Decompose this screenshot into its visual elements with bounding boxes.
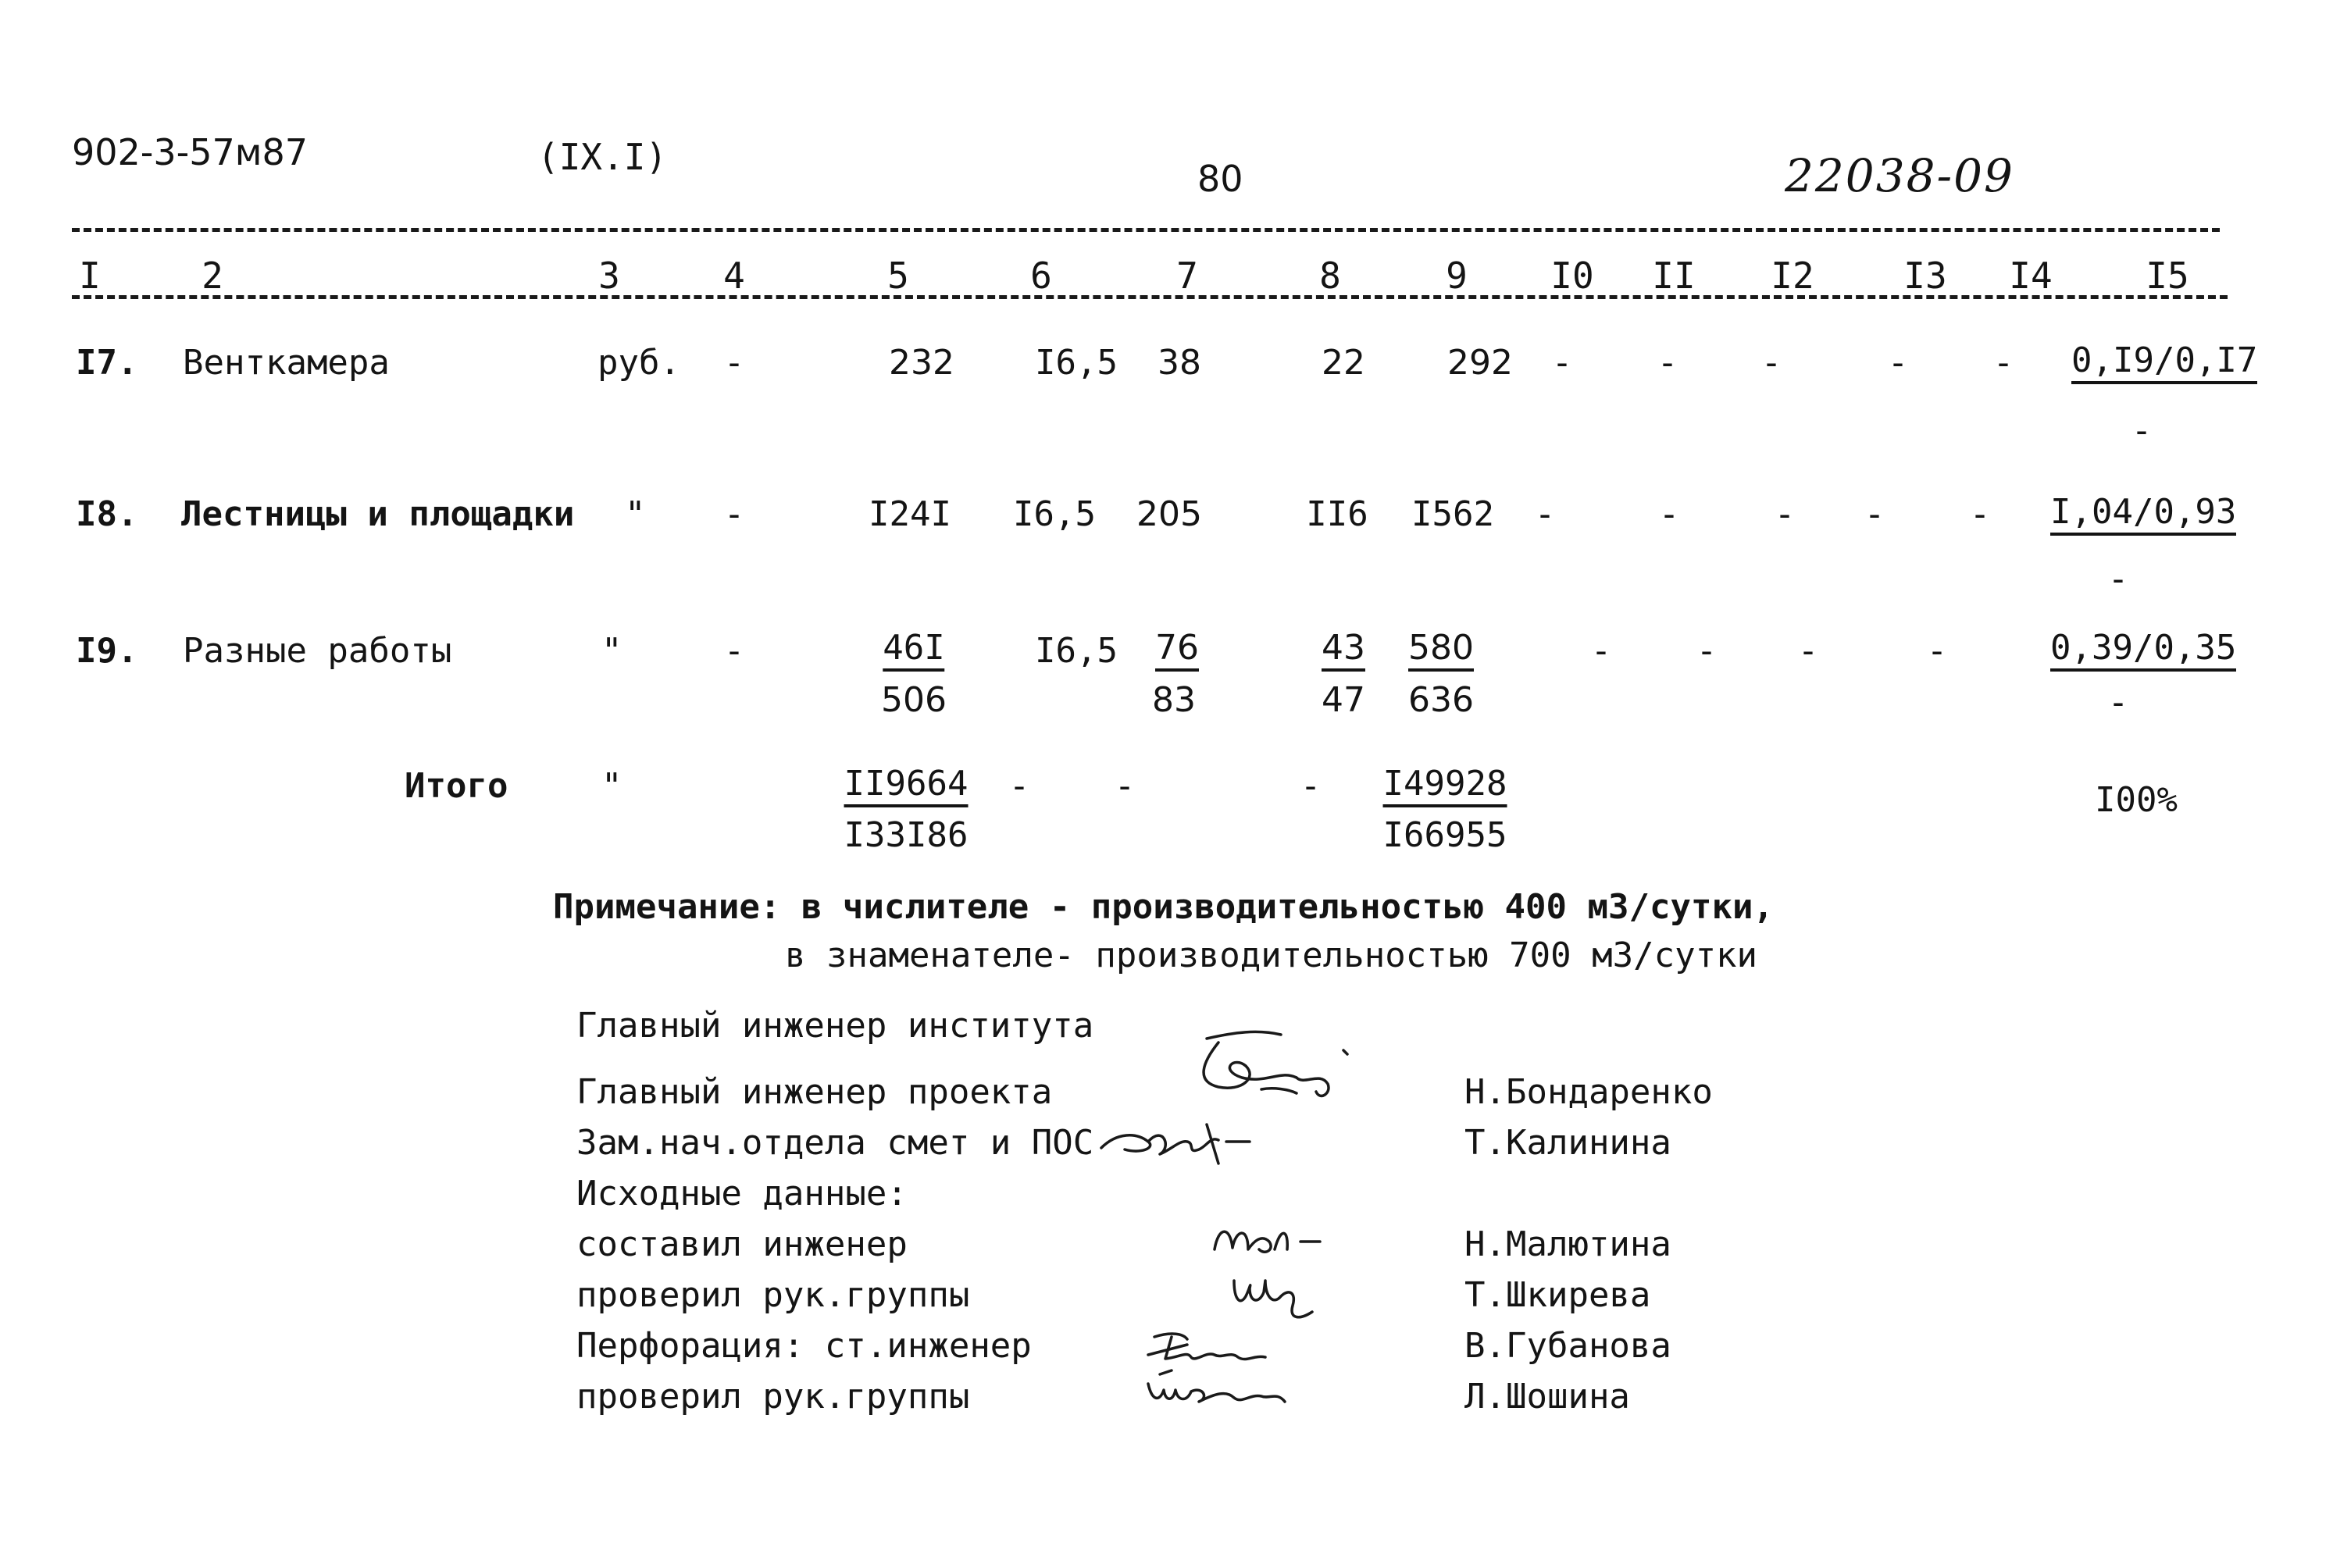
row-cell-4: - [723,631,745,671]
total-cell-5-denominator: I33I86 [844,815,969,855]
signature-shoshina [1148,1370,1285,1402]
column-number: I4 [2009,255,2053,297]
row-cell-8: II6 [1306,494,1368,534]
row-cell-12: - [1760,343,1782,383]
row-cell-7-denominator: 83 [1152,680,1196,720]
total-cell-7: - [1114,766,1136,806]
signature-name: Н.Малютина [1464,1224,1671,1264]
row-cell-8-numerator: 43 [1322,631,1365,672]
row-name: Венткамера [183,343,390,383]
row-unit: " [625,494,646,534]
signature-role: Перфорация: ст.инженер [576,1326,1032,1366]
total-cell-9-denominator: I66955 [1382,815,1507,855]
row-name: Лестницы и площадки [181,494,575,534]
row-number: I8. [76,494,138,534]
signature-bondarenko [1204,1032,1347,1096]
total-cell-9-numerator: I49928 [1383,767,1507,807]
row-cell-4: - [723,343,745,383]
signature-name: Н.Бондаренко [1464,1072,1713,1112]
column-number: 5 [887,255,909,297]
column-number: 9 [1446,255,1468,297]
row-cell-5: 232 [889,343,954,383]
row-cell-14: - [1926,631,1948,671]
row-cell-15-dash: - [2107,682,2129,722]
document-code: 902-3-57м87 [72,131,309,173]
row-cell-15: 0,39/0,35 [2050,631,2236,672]
column-number: 2 [202,255,223,297]
column-number: 7 [1176,255,1198,297]
note-line-1: Примечание: в числителе - производительностью 400 м3/сутки, [553,887,1774,927]
row-cell-6: I6,5 [1035,631,1118,671]
row-number: I9. [76,631,138,671]
row-cell-9-denominator: 636 [1408,680,1474,720]
row-cell-11: - [1658,494,1680,534]
section-code: (IX.I) [537,136,668,178]
column-number: 4 [723,255,745,297]
column-number: I5 [2146,255,2189,297]
row-cell-5-numerator: 46I [883,631,944,672]
row-cell-14: - [1969,494,1991,534]
signature-role: Исходные данные: [576,1174,908,1213]
row-cell-9-numerator: 580 [1408,631,1474,672]
signature-name: Т.Калинина [1464,1123,1671,1163]
row-cell-11: - [1590,631,1612,671]
row-cell-6: I6,5 [1013,494,1096,534]
row-cell-15-dash: - [2131,411,2153,451]
row-cell-15: 0,I9/0,I7 [2071,344,2257,384]
row-cell-5-denominator: 506 [881,680,947,720]
row-cell-5: I24I [869,494,951,534]
row-unit: руб. [598,343,680,383]
signature-name: Л.Шошина [1464,1377,1630,1417]
row-cell-13: - [1887,343,1909,383]
row-cell-13: - [1864,494,1885,534]
page-number: 80 [1197,158,1243,200]
row-cell-9: 292 [1447,343,1513,383]
signature-role: Зам.нач.отдела смет и ПОС [576,1123,1094,1163]
column-number: 6 [1030,255,1052,297]
signature-role: составил инженер [576,1224,908,1264]
row-cell-9: I562 [1411,494,1494,534]
row-cell-11: - [1657,343,1678,383]
row-cell-7: 38 [1158,343,1201,383]
signature-role: Главный инженер института [576,1006,1094,1046]
note-line-2: в знаменателе- производительностью 700 м3/сутки [785,935,1758,975]
row-cell-7: 205 [1136,494,1202,534]
row-number: I7. [76,343,138,383]
total-cell-8: - [1300,766,1322,806]
signature-shkireva [1234,1281,1312,1317]
row-cell-6: I6,5 [1035,343,1118,383]
column-number: 8 [1319,255,1341,297]
row-cell-12: - [1774,494,1796,534]
row-cell-10: - [1551,343,1573,383]
row-cell-10: - [1534,494,1556,534]
row-cell-8-denominator: 47 [1322,680,1365,720]
row-unit: " [601,631,622,671]
row-cell-4: - [723,494,745,534]
row-cell-12: - [1696,631,1718,671]
signature-malyutina [1215,1231,1320,1252]
row-cell-7-numerator: 76 [1155,631,1199,672]
column-number: II [1652,255,1696,297]
signature-kalinina [1101,1124,1250,1164]
signature-role: проверил рук.группы [576,1275,970,1315]
column-number: I2 [1771,255,1814,297]
total-cell-5-numerator: II9664 [844,767,969,807]
column-number: I0 [1550,255,1594,297]
total-cell-15: I00% [2095,780,2178,820]
row-cell-13: - [1797,631,1819,671]
signature-role: Главный инженер проекта [576,1072,1053,1112]
row-cell-14: - [1992,343,2014,383]
signature-gubanova [1148,1334,1265,1360]
signature-role: проверил рук.группы [576,1377,970,1417]
column-number: 3 [598,255,620,297]
row-cell-8: 22 [1322,343,1365,383]
archive-number: 22038-09 [1785,149,2014,202]
total-label: Итого [405,766,508,806]
signature-name: В.Губанова [1464,1326,1671,1366]
total-cell-6: - [1008,766,1030,806]
row-name: Разные работы [183,631,452,671]
total-unit: " [601,766,622,806]
row-cell-15-dash: - [2107,559,2129,599]
column-number: I [79,255,101,297]
row-cell-15: I,04/0,93 [2050,495,2236,536]
column-number: I3 [1903,255,1947,297]
signature-name: Т.Шкирева [1464,1275,1651,1315]
